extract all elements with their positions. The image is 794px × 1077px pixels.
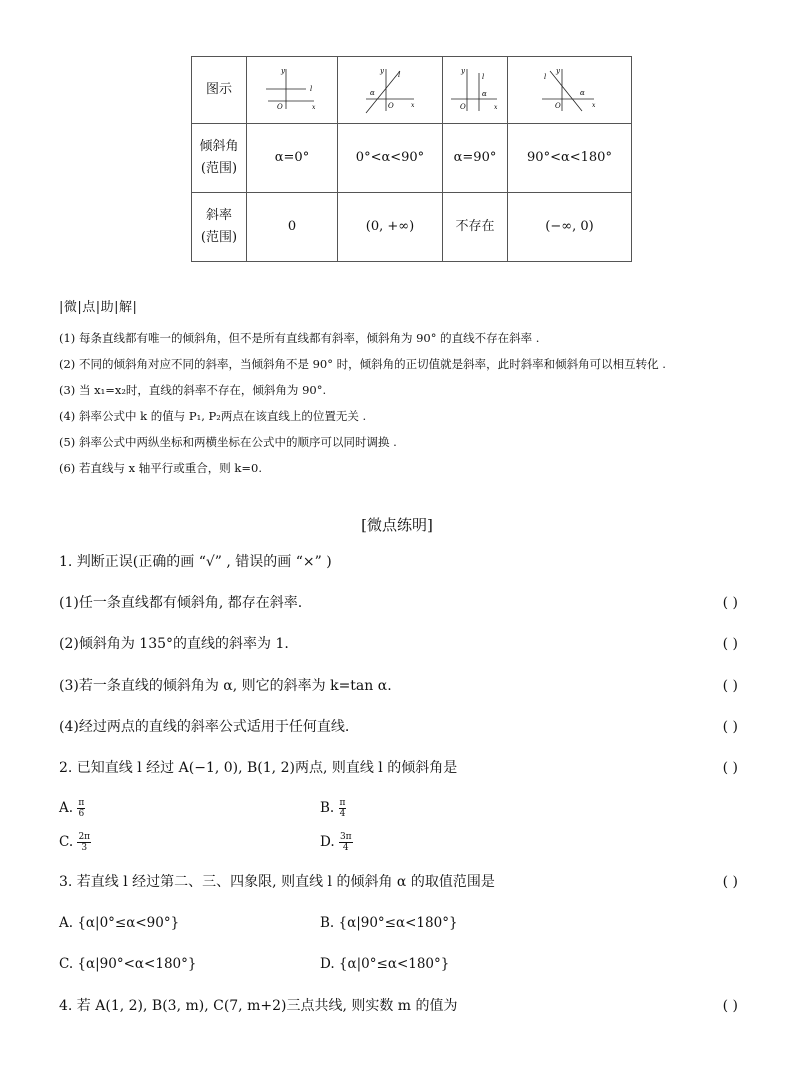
table-cell: α=0° [247,124,338,193]
table-cell: 0 [247,193,338,262]
figure-horizontal-line [262,65,322,115]
question-2-option-c: C. $\frac{2\pi}{3}$ [59,832,91,853]
svg-text:O: O [277,103,283,111]
svg-text:O: O [388,102,394,110]
answer-blank: ( ) [722,678,738,694]
svg-text:l: l [543,73,546,81]
question-1-item: (4)经过两点的直线的斜率公式适用于任何直线. [59,719,350,735]
svg-text:l: l [310,85,313,93]
svg-text:α: α [482,90,487,98]
question-3-option-d: D. {α|0°≤α<180°} [320,956,450,972]
question-3-option-a: A. {α|0°≤α<90°} [59,915,180,931]
table-cell: 90°<α<180° [508,124,632,193]
note-item: (5) 斜率公式中两纵坐标和两横坐标在公式中的顺序可以同时调换 . [59,435,397,449]
answer-blank: ( ) [722,998,738,1014]
row-label-slope-line2: (范围) [200,230,238,245]
question-2-option-b: B. $\frac{\pi}{4}$ [320,798,346,819]
table-cell: (0, +∞) [338,193,443,262]
practice-title: [微点练明] [361,516,433,534]
note-item: (2) 不同的倾斜角对应不同的斜率，当倾斜角不是 90° 时，倾斜角的正切值就是斜率，此时斜率和倾斜角可以相互转化 . [59,357,666,371]
svg-text:x: x [591,102,595,109]
svg-text:x: x [494,104,498,111]
row-label-figure: 图示 [205,82,232,97]
svg-text:y: y [461,67,465,75]
svg-text:y: y [380,67,384,75]
question-1-item: (2)倾斜角为 135°的直线的斜率为 1. [59,636,289,652]
table-header-cell [192,124,247,193]
svg-text:O: O [554,102,561,110]
question-3-option-c: C. {α|90°<α<180°} [59,956,197,972]
svg-text:y: y [281,67,285,75]
row-label-slope-line1: 斜率 [205,208,232,223]
question-2-option-a: A. $\frac{\pi}{6}$ [59,798,85,819]
figure-vertical-line [447,65,503,115]
question-2-option-d: D. $\frac{3\pi}{4}$ [320,832,352,853]
svg-text:l: l [482,73,485,81]
svg-text:α: α [370,89,375,97]
question-2-stem: 2. 已知直线 l 经过 A(−1, 0), B(1, 2)两点, 则直线 l 的倾斜角是 [59,760,458,776]
svg-text:x: x [312,104,316,111]
question-1-item: (1)任一条直线都有倾斜角, 都存在斜率. [59,595,303,611]
note-item: (3) 当 x₁=x₂时，直线的斜率不存在，倾斜角为 90°. [59,383,327,397]
table-cell-figure [247,57,338,124]
table-header-cell [192,193,247,262]
row-label-angle-line2: (范围) [200,161,238,176]
table-cell-figure [443,57,508,124]
svg-text:l: l [398,71,401,79]
note-item: (4) 斜率公式中 k 的值与 P₁, P₂两点在该直线上的位置无关 . [59,409,367,423]
question-3-stem: 3. 若直线 l 经过第二、三、四象限, 则直线 l 的倾斜角 α 的取值范围是 [59,874,495,890]
answer-blank: ( ) [722,760,738,776]
question-4-stem: 4. 若 A(1, 2), B(3, m), C(7, m+2)三点共线, 则实数 m 的值为 [59,998,458,1014]
table-header-cell [192,57,247,124]
table-cell: 0°<α<90° [338,124,443,193]
svg-text:O: O [460,103,466,111]
notes-title: |微|点|助|解| [59,300,138,315]
figure-acute-line [360,65,420,115]
svg-text:α: α [579,89,585,97]
answer-blank: ( ) [722,636,738,652]
table-cell-figure [508,57,632,124]
table-cell: 不存在 [443,193,508,262]
table-cell: α=90° [443,124,508,193]
inclination-slope-table [191,56,632,262]
answer-blank: ( ) [722,874,738,890]
question-1-item: (3)若一条直线的倾斜角为 α, 则它的斜率为 k=tan α. [59,678,392,694]
note-item: (1) 每条直线都有唯一的倾斜角，但不是所有直线都有斜率，倾斜角为 90° 的直线不存在斜率 . [59,331,540,345]
figure-obtuse-line [538,65,602,115]
row-label-angle-line1: 倾斜角 [199,139,239,154]
question-1-stem: 1. 判断正误(正确的画 “√” , 错误的画 “×” ) [59,554,332,570]
answer-blank: ( ) [722,595,738,611]
table-cell-figure [338,57,443,124]
svg-text:x: x [411,102,415,109]
note-item: (6) 若直线与 x 轴平行或重合，则 k=0. [59,461,262,475]
question-3-option-b: B. {α|90°≤α<180°} [320,915,458,931]
svg-text:y: y [555,67,560,75]
table-cell: (−∞, 0) [508,193,632,262]
answer-blank: ( ) [722,719,738,735]
